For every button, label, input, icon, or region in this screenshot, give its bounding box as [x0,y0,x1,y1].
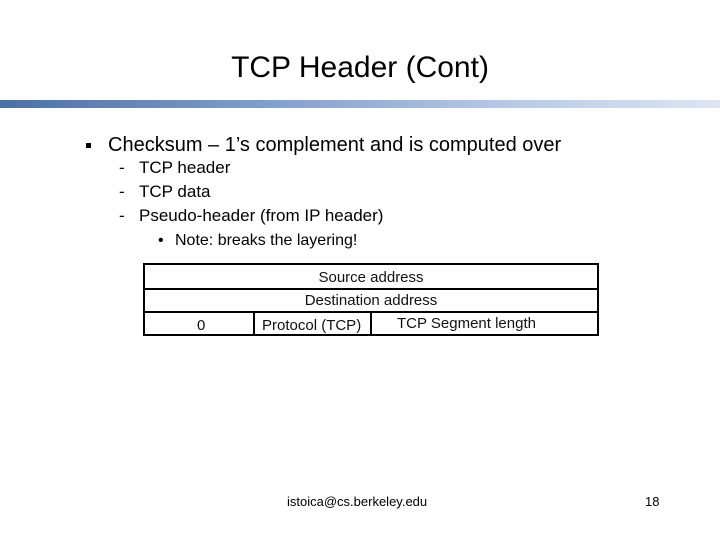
sub-item-text: TCP header [139,158,231,177]
sub-item-text: Pseudo-header (from IP header) [139,206,384,225]
slide-title: TCP Header (Cont) [231,51,489,84]
protocol-field: Protocol (TCP) [262,317,362,334]
bullet-dot-icon: • [158,232,164,249]
dash-marker: - [119,158,125,177]
cell-divider [370,313,372,336]
destination-address-row: Destination address [304,292,438,309]
pseudo-header-table [143,263,599,336]
zero-field: 0 [197,317,206,334]
square-bullet-icon [86,143,91,148]
dash-marker: - [119,182,125,201]
page-number: 18 [645,494,660,509]
note-text: Note: breaks the layering! [175,232,358,249]
row-divider [145,288,597,290]
dash-marker: - [119,206,125,225]
footer-email: istoica@cs.berkeley.edu [287,494,428,509]
source-address-row: Source address [318,269,424,286]
segment-length-field: TCP Segment length [397,315,536,332]
cell-divider [253,313,255,336]
main-bullet-text: Checksum – 1’s complement and is computed over [108,134,562,156]
sub-item-text: TCP data [139,182,211,201]
title-divider [0,100,720,108]
